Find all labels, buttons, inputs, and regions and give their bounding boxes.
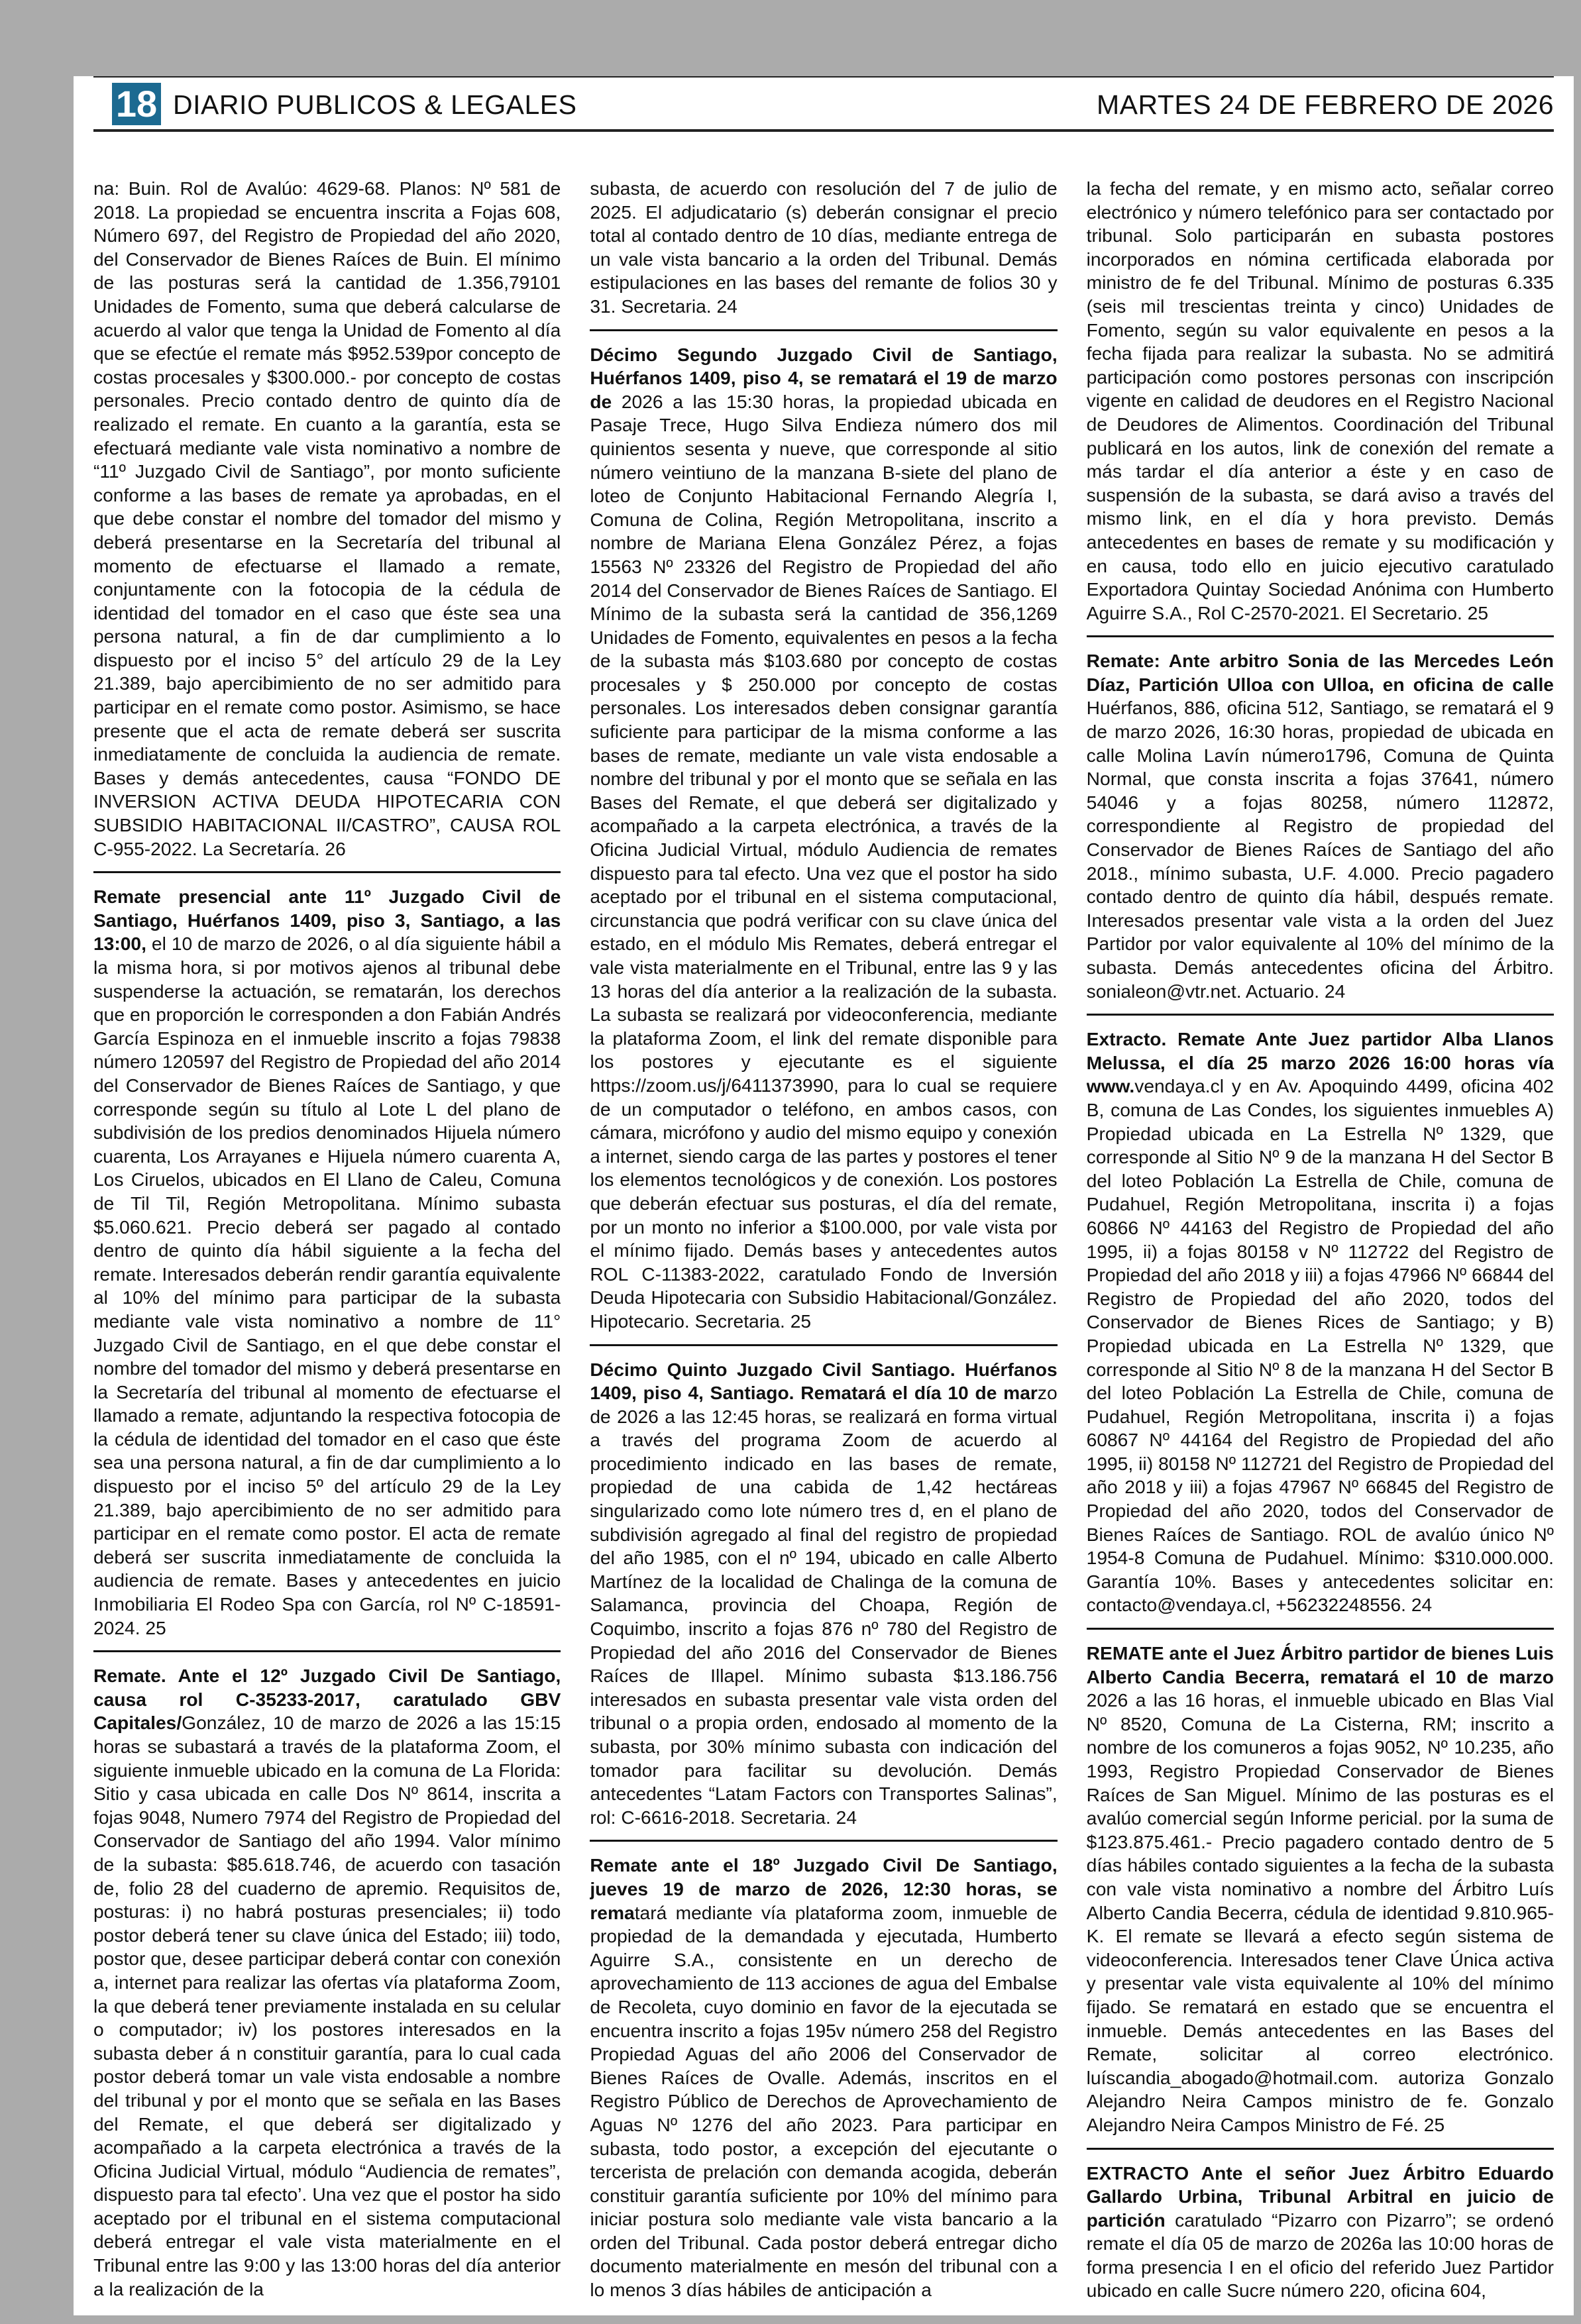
notice-paragraph bbox=[590, 343, 1057, 1334]
newspaper-page bbox=[74, 76, 1574, 2315]
notice-paragraph bbox=[1087, 1028, 1554, 1617]
notice-body: Huérfanos, 886, oficina 512, Santiago, se rematará el 9 de marzo 2026, 16:30 horas, propiedad de ubicada en calle Molina Lavín número1796, Comuna de Quinta Normal, que consta inscrita a fojas 37641, número 54046 y a fojas 80258, número 112872, correspondiente al Registro de propiedad del Conservador de Bienes Raíces de Santiago del año 2018., mínimo subasta, U.F. 4.000. Precio pagadero contado dentro de quinto día hábil, después remate. Interesados presentar vale vista a la orden del Juez Partidor por valor equivalente al 10% del mínimo de la subasta. Demás antecedentes oficina del Árbitro. sonialeon@vtr.net. Actuario. 24 bbox=[1086, 697, 1554, 1002]
publication-title: DIARIO PUBLICOS & LEGALES bbox=[173, 89, 577, 120]
notice-paragraph bbox=[1087, 177, 1554, 625]
notice-body: González, 10 de marzo de 2026 a las 15:15 horas se subastará a través de la plataforma Zoom, el siguiente inmueble ubicado en la comuna de La Florida: Sitio y casa ubicada en calle Dos Nº 8614, inscrita a fojas 9048, Numero 7974 del Registro de Propiedad del Conservador de Santiago del año 1994. Valor mínimo de la subasta: $85.618.746, de acuerdo con tasación de, folio 28 del cuaderno de apremio. Requisitos de, posturas: i) no habrá posturas presenciales; ii) todo postor deberá tener su clave única del Estado; iii) todo, postor que, desee participar deberá contar con conexión a, internet para realizar las ofertas vía plataforma Zoom, la que deberá tener previamente instalada en su celular o computador; iv) los postores interesados en la subasta deber á n constituir garantía, para lo cual cada postor deberá tomar un vale vista endosable a nombre del tribunal y por el monto que se señala en las Bases del Remate, el que deberá ser digitalizado y acompañado a la carpeta electrónica a través de la Oficina Judicial Virtual, módulo “Audiencia de remates”, dispuesto para tal efecto’. Una vez que el postor ha sido aceptado por el tribunal en el sistema computacional deberá entregar el vale vista materialmente en el Tribunal entre las 9:00 y las 13:00 horas del día anterior a la realización de la bbox=[93, 1712, 561, 2299]
notice-body: caratulado “Pizarro con Pizarro”; se ordenó remate el día 05 de marzo de 2026a las 10:00 horas de forma presencia I en el oficio del referido Juez Partidor ubicado en calle Sucre número 220, oficina 604, bbox=[1086, 2209, 1554, 2301]
notice-body: la fecha del remate, y en mismo acto, señalar correo electrónico y número telefónico para ser contactado por tribunal. Solo participarán en subasta postores incorporados en nómina certificada elaborada por ministro de fe del Tribunal. Mínimo de posturas 6.335 (seis mil trescientas treinta y cinco) Unidades de Fomento, según su valor equivalente en pesos a la fecha fijada para realizar la subasta. No se admitirá participación como postores personas con inscripción vigente en calidad de deudores en el Registro Nacional de Deudores de Alimentos. Coordinación del Tribunal publicará en los autos, link de conexión del remate a más tardar el día anterior a éste y en caso de suspensión de la subasta, se dará aviso a través del mismo link, en el día y hora previsto. Demás antecedentes en bases de remate y su modificación y en causa, todo ello en juicio ejecutivo caratulado Exportadora Quintay Sociedad Anónima con Humberto Aguirre S.A., Rol C-2570-2021. El Secretario. 25 bbox=[1086, 178, 1554, 623]
notice bbox=[93, 885, 561, 1652]
notice bbox=[1087, 2162, 1554, 2301]
notice bbox=[1087, 1642, 1554, 2149]
notice-body: zo de 2026 a las 12:45 horas, se realizará en forma virtual a través del programa Zoom de acuerdo al procedimiento indicado en las bases de remate, propiedad de una cabida de 1,42 hectáreas singularizado como lote número tres d, en el plano de subdivisión agregado al final del registro de propiedad del año 1985, con el nº 194, ubicado en calle Alberto Martínez de la localidad de Chalinga de la comuna de Salamanca, provincia del Choapa, Región de Coquimbo, inscrito a fojas 876 nº 780 del Registro de Propiedad del año 2016 del Conservador de Bienes Raíces de Illapel. Mínimo subasta $13.186.756 interesados en subasta presentar vale vista orden del tribunal o a propia orden, endosado al momento de la subasta, por 30% mínimo subasta con indicación del tomador para facilitar su devolución. Demás antecedentes “Latam Factors con Transportes Salinas”, rol: C-6616-2018. Secretaria. 24 bbox=[590, 1382, 1058, 1828]
notice-heading: Remate ante el 18º Juzgado Civil De Santiago, jueves 19 de marzo de 2026, 12:30 horas, se rema bbox=[590, 1854, 1058, 1923]
notice-paragraph bbox=[1087, 1642, 1554, 2137]
notice-heading: Remate presencial ante 11º Juzgado Civil de Santiago, Huérfanos 1409, piso 3, Santiago, a las 13:00, bbox=[93, 886, 561, 955]
notice-body: subasta, de acuerdo con resolución del 7 de julio de 2025. El adjudicatario (s) deberán consignar el precio total al contado dentro de 10 días, mediante entrega de un vale vista bancario a la orden del Tribunal. Demás estipulaciones en las bases del remante de folios 30 y 31. Secretaria. 24 bbox=[590, 178, 1058, 317]
notice bbox=[93, 1664, 561, 2301]
notice-body: vendaya.cl y en Av. Apoquindo 4499, oficina 402 B, comuna de Las Condes, los siguientes inmuebles A) Propiedad ubicada en La Estrella Nº 1329, que corresponde al Sitio Nº 9 de la manzana H del Sector B del loteo Población La Estrella de Chile, comuna de Pudahuel, Región Metropolitana, inscrita i) a fojas 60866 Nº 44163 del Registro de Propiedad del año 1995, ii) a fojas 80158 v Nº 112722 del Registro de Propiedad del año 2018 y iii) a fojas 47966 Nº 66844 del Registro de Propiedad del año 2020, todos del Conservador de Bienes Rices de Santiago; y B) Propiedad ubicada en La Estrella Nº 1329, que corresponde al Sitio Nº 8 de la manzana H del Sector B del loteo Población La Estrella de Chile, comuna de Pudahuel, Región Metropolitana, inscrita i) a fojas 60867 Nº 44164 del Registro de Propiedad del año 1995, ii) 80158 Nº 112721 del Registro de Propiedad del año 2018 y iii) a fojas 47967 Nº 66845 del Registro de Propiedad del año 2020, todos del Conservador de Bienes Raíces de Santiago. ROL de avalúo único Nº 1954-8 Comuna de Pudahuel. Mínimo: $310.000.000. Garantía 10%. Bases y antecedentes solicitar en: contacto@vendaya.cl, +56232248556. 24 bbox=[1086, 1075, 1554, 1616]
notice-body: na: Buin. Rol de Avalúo: 4629-68. Planos: Nº 581 de 2018. La propiedad se encuentra inscrita a Fojas 608, Número 697, del Registro de Propiedad del año 2020, del Conservador de Bienes Raíces de Buin. El mínimo de las posturas será la cantidad de 1.356,79101 Unidades de Fomento, suma que deberá calcularse de acuerdo al valor que tenga la Unidad de Fomento al día que se efectúe el remate más $952.539por concepto de costas procesales y $300.000.- por concepto de costas personales. Precio contado dentro de quinto día de realizado el remate. En cuanto a la garantía, esta se efectuará mediante vale vista nominativo a nombre de “11º Juzgado Civil de Santiago”, por monto suficiente conforme a las bases de remate ya aprobadas, en el que debe constar el nombre del tomador del mismo y deberá presentarse en la Secretaría del tribunal al momento de efectuarse el llamado a remate, conjuntamente con la fotocopia de la cédula de identidad del tomador en el caso que éste sea una persona natural, a fin de dar cumplimiento a lo dispuesto por el inciso 5° del artículo 29 de la Ley 21.389, bajo apercibimiento de no ser admitido para participar en el remate como postor. Asimismo, se hace presente que el acta de remate deberá ser suscrita inmediatamente de concluida la audiencia de remate. Bases y demás antecedentes, causa “FONDO DE INVERSION ACTIVA DEUDA HIPOTECARIA CON SUBSIDIO HABITACIONAL II/CASTRO”, CAUSA ROL C-955-2022. La Secretaría. 26 bbox=[93, 178, 561, 859]
notice-heading: REMATE ante el Juez Árbitro partidor de bienes Luis Alberto Candia Becerra, rematará el 10 de marzo bbox=[1086, 1642, 1554, 1687]
notice-heading: EXTRACTO Ante el señor Juez Árbitro Eduardo Gallardo Urbina, Tribunal Arbitral en juicio de partición bbox=[1086, 2162, 1554, 2231]
notice-heading: Remate. Ante el 12º Juzgado Civil De Santiago, causa rol C-35233-2017, caratulado GBV Capitales/ bbox=[93, 1665, 561, 1734]
notice-paragraph bbox=[590, 177, 1057, 319]
notice-paragraph bbox=[1087, 2162, 1554, 2301]
notice-body: tará mediante vía plataforma zoom, inmueble de propiedad de la demandada y ejecutada, Humberto Aguirre S.A., consistente en un derecho de aprovechamiento de 113 acciones de agua del Embalse de Recoleta, cuyo dominio en favor de la ejecutada se encuentra inscrito a fojas 195v número 258 del Registro Propiedad Aguas del año 2006 del Conservador de Bienes Raíces de Ovalle. Además, inscritos en el Registro Público de Derechos de Aprovechamiento de Aguas Nº 1276 del año 2023. Para participar en subasta, todo postor, a excepción del ejecutante o tercerista de prelación con demanda acogida, deberán constituir garantía suficiente por 10% del mínimo para iniciar postura solo mediante vale vista bancario a la orden del Tribunal. Cada postor deberá entregar dicho documento materialmente en mesón del tribunal con a lo menos 3 días hábiles de anticipación a bbox=[590, 1901, 1058, 2301]
notice bbox=[590, 343, 1057, 1346]
notice-body: el 10 de marzo de 2026, o al día siguiente hábil a la misma hora, si por motivos ajenos al tribunal debe suspenderse la actuación, se rematarán, los derechos que en proporción le corresponden a don Fabián Andrés García Espinoza en el inmueble inscrito a fojas 79838 número 120597 del Registro de Propiedad del año 2014 del Conservador de Bienes Raíces de Santiago, y que corresponde según su título al Lote L del plano de subdivisión de los predios denominados Hijuela número cuarenta, Los Arrayanes e Hijuela número cuarenta A, Los Ciruelos, ubicados en El Llano de Caleu, Comuna de Til Til, Región Metropolitana. Mínimo subasta $5.060.621. Precio deberá ser pagado al contado dentro de quinto día hábil siguiente a la fecha del remate. Interesados deberán rendir garantía equivalente al 10% del mínimo para participar de la subasta mediante vale vista nominativo a nombre de 11° Juzgado Civil de Santiago, en el que debe constar el nombre del tomador del mismo y deberá presentarse en la Secretaría del tribunal al momento de efectuarse el llamado a remate, adjuntando la respectiva fotocopia de la cédula de identidad del tomador en el caso que éste sea una persona natural, a fin de dar cumplimiento a lo dispuesto por el inciso 5º del artículo 29 de la Ley 21.389, bajo apercibimiento de no ser admitido para participar en el remate como postor. El acta de remate deberá ser suscrita inmediatamente de concluida la audiencia de remate. Bases y antecedentes en juicio Inmobiliaria El Rodeo Spa con García, rol Nº C-18591-2024. 25 bbox=[93, 933, 561, 1638]
page-header bbox=[93, 76, 1554, 132]
notice-paragraph bbox=[93, 885, 561, 1640]
notice-paragraph bbox=[93, 177, 561, 861]
notice bbox=[590, 1358, 1057, 1842]
notice bbox=[590, 1854, 1057, 2301]
column-3 bbox=[1087, 177, 1554, 2301]
notice-body: 2026 a las 15:30 horas, la propiedad ubicada en Pasaje Trece, Hugo Silva Endieza número dos mil quinientos sesenta y nueve, que corresponde al sitio número veintiuno de la manzana B-siete del plano de loteo de Conjunto Habitacional Fernando Alegría I, Comuna de Colina, Región Metropolitana, inscrito a nombre de Mariana Elena González Pérez, a fojas 15563 Nº 23326 del Registro de Propiedad del año 2014 del Conservador de Bienes Raíces de Santiago. El Mínimo de la subasta será la cantidad de 356,1269 Unidades de Fomento, equivalentes en pesos a la fecha de la subasta más $103.680 por concepto de costas procesales y $ 250.000 por concepto de costas personales. Los interesados deben consignar garantía suficiente para participar de la misma conforme a las bases de remate, mediante un vale vista endosable a nombre del tribunal y por el monto que se señala en las Bases del Remate, el que deberá ser digitalizado y acompañado a la carpeta electrónica, a través de la Oficina Judicial Virtual, módulo Audiencia de remates dispuesto para tal efecto. Una vez que el postor ha sido aceptado por el tribunal en el sistema computacional, circunstancia que podrá verificar con su clave única del estado, en el módulo Mis Remates, deberá entregar el vale vista materialmente en el Tribunal, entre las 9 y las 13 horas del día anterior a la realización de la subasta. La subasta se realizará por videoconferencia, mediante la plataforma Zoom, el link del remate disponible para los postores y ejecutante es el siguiente https://zoom.us/j/6411373990, para lo cual se requiere de un computador o teléfono, en ambos casos, con cámara, micrófono y audio del mismo equipo y conexión a internet, siendo carga de las partes y postores el tener los elementos tecnológicos y de conexión. Los postores que deberán efectuar sus posturas, el día del remate, por un monto no inferior a $100.000, por vale vista por el mínimo fijado. Demás bases y antecedentes autos ROL C-11383-2022, caratulado Fondo de Inversión Deuda Hipotecaria con Subsidio Habitacional/González. Hipotecario. Secretaria. 25 bbox=[590, 390, 1058, 1332]
notice-heading: Décimo Quinto Juzgado Civil Santiago. Huérfanos 1409, piso 4, Santiago. Rematará el día 10 de mar bbox=[590, 1358, 1058, 1404]
notice-paragraph bbox=[590, 1854, 1057, 2301]
notice bbox=[1087, 1028, 1554, 1630]
notice-heading: Remate: Ante arbitro Sonia de las Mercedes León Díaz, Partición Ulloa con Ulloa, en oficina de calle bbox=[1086, 650, 1554, 695]
page-number: 18 bbox=[112, 83, 161, 125]
notice-body: 2026 a las 16 horas, el inmueble ubicado en Blas Vial Nº 8520, Comuna de La Cisterna, RM; inscrito a nombre de los comuneros a fojas 9052, Nº 10.235, año 1993, Registro Propiedad Conservador de Bienes Raíces de San Miguel. Mínimo de las posturas es el avalúo comercial según Informe pericial. por la suma de $123.875.461.- Precio pagadero contado dentro de 5 días hábiles contado siguientes a la fecha de la subasta con vale vista nominativo a nombre del Árbitro Luís Alberto Candia Becerra, cédula de identidad 9.810.965-K. El remate se llevará a efecto según sistema de videoconferencia. Interesados tener Clave Única activa y presentar vale vista equivalente al 10% del mínimo fijado. Se rematará en estado que se encuentra el inmueble. Demás antecedentes en las Bases del Remate, solicitar al correo electrónico. luíscandia_abogado@hotmail.com. autoriza Gonzalo Alejandro Neira Campos ministro de fe. Gonzalo Alejandro Neira Campos Ministro de Fé. 25 bbox=[1086, 1689, 1554, 2135]
column-2 bbox=[590, 177, 1057, 2301]
notice-heading: Extracto. Remate Ante Juez partidor Alba Llanos Melussa, el día 25 marzo 2026 16:00 horas vía www. bbox=[1086, 1028, 1554, 1097]
column-1 bbox=[93, 177, 561, 2301]
notice bbox=[93, 177, 561, 873]
columns-container bbox=[93, 177, 1554, 2301]
notice-paragraph bbox=[590, 1358, 1057, 1830]
notice-heading: Décimo Segundo Juzgado Civil de Santiago, Huérfanos 1409, piso 4, se rematará el 19 de marzo de bbox=[590, 343, 1058, 412]
notice bbox=[1087, 177, 1554, 637]
notice bbox=[590, 177, 1057, 331]
notice-paragraph bbox=[93, 1664, 561, 2301]
notice bbox=[1087, 649, 1554, 1016]
publication-date: MARTES 24 DE FEBRERO DE 2026 bbox=[1097, 89, 1554, 120]
notice-paragraph bbox=[1087, 649, 1554, 1003]
